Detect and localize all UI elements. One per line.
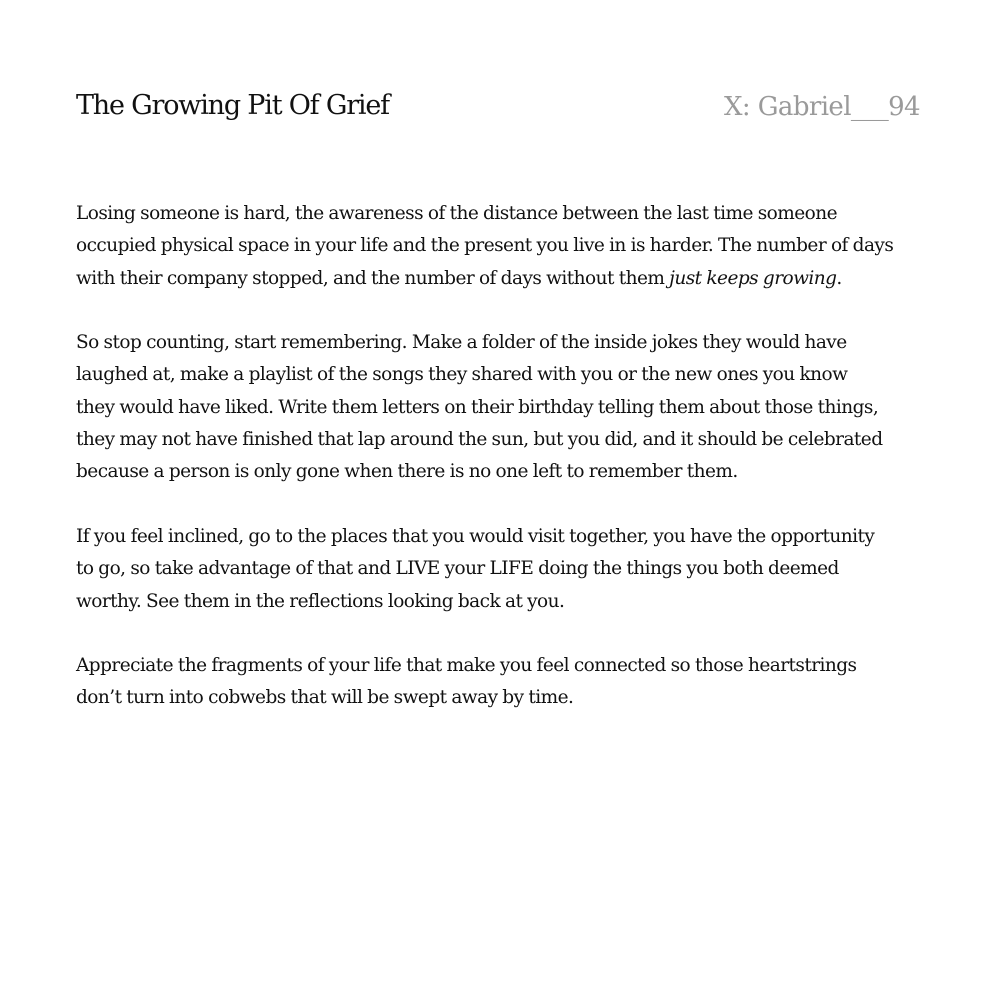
page-title: The Growing Pit Of Grief [76, 90, 389, 121]
paragraph-2 [76, 327, 928, 488]
paragraph-line: occupied physical space in your life and the present you live in is harder. The number of days [76, 235, 894, 257]
paragraph-line: laughed at, make a playlist of the songs they shared with you or the new ones you know [76, 364, 848, 386]
paragraph-line: If you feel inclined, go to the places that you would visit together, you have the opportunity [76, 525, 875, 547]
paragraph-line: don’t turn into cobwebs that will be swept away by time. [76, 687, 574, 709]
sentence-end: . [836, 267, 842, 289]
paragraph-text: with their company stopped, and the number of days without them [76, 267, 670, 289]
emphasis-text: just keeps growing [669, 267, 837, 289]
header [76, 88, 922, 132]
article-body [76, 198, 928, 747]
paragraph-line: worthy. See them in the reflections looking back at you. [76, 590, 565, 612]
paragraph-3 [76, 521, 928, 618]
paragraph-line: Appreciate the fragments of your life that make you feel connected so those heartstrings [76, 655, 857, 677]
author-handle: X: Gabriel___94 [724, 92, 920, 122]
paragraph-line: Losing someone is hard, the awareness of the distance between the last time someone [76, 203, 838, 224]
paragraph-4 [76, 650, 928, 715]
paragraph-line [76, 263, 928, 295]
paragraph-line: they may not have finished that lap around the sun, but you did, and it should be celebrated [76, 429, 883, 451]
paragraph-1 [76, 198, 928, 295]
paragraph-line: because a person is only gone when there is no one left to remember them. [76, 461, 738, 483]
paragraph-line: to go, so take advantage of that and LIVE your LIFE doing the things you both deemed [76, 558, 839, 580]
paragraph-line: So stop counting, start remembering. Make a folder of the inside jokes they would have [76, 332, 847, 354]
paragraph-line: they would have liked. Write them letters on their birthday telling them about those things, [76, 396, 879, 418]
